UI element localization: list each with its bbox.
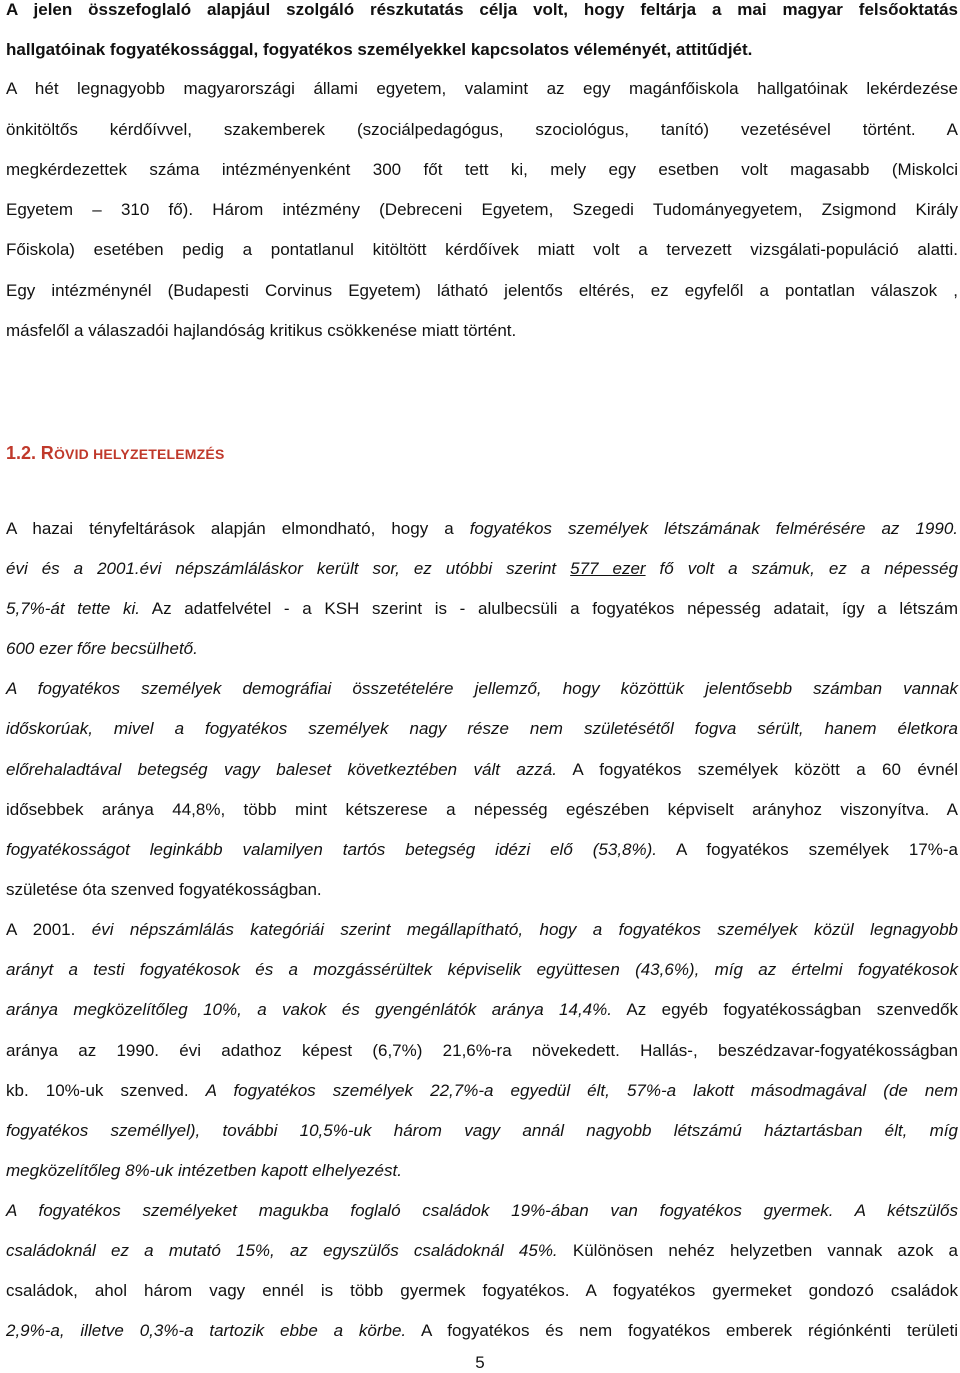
para4-line-7: megközelítőleg 8%-uk intézetben kapott elhelyezést. (6, 1161, 402, 1180)
para4-line-3: aránya megközelítőleg 10%, a vakok és gyengénlátók aránya 14,4%. Az egyéb fogyatékosságban szenvedők (6, 1000, 958, 1019)
para5-line-2: családoknál ez a mutató 15%, az egyszülős családoknál 45%. Különösen nehéz helyzetben vannak azok a (6, 1241, 958, 1260)
para3-line-4: idősebbek aránya 44,8%, több mint kétszerese a népesség egészében képviselt arányhoz viszonyítva. A (6, 800, 958, 819)
intro-line-2: hallgatóinak fogyatékossággal, fogyatékos személyekkel kapcsolatos véleményét, attitűdjét. (6, 40, 753, 59)
para2-line-4: 600 ezer főre becsülhető. (6, 639, 198, 658)
para2-line-3: 5,7%-át tette ki. Az adatfelvétel - a KSH szerint is - alulbecsüli a fogyatékos népesség adatait, így a létszám (6, 599, 958, 618)
intro-line-1: A jelen összefoglaló alapjául szolgáló részkutatás célja volt, hogy feltárja a mai magyar felsőoktatás (6, 0, 958, 19)
para3-line-2: időskorúak, mivel a fogyatékos személyek nagy része nem születésétől fogva sérült, hanem életkora (6, 719, 958, 738)
para4-line-2: arányt a testi fogyatékosok és a mozgássérültek képviselik együttesen (43,6%), míg az értelmi fogyatékosok (6, 960, 958, 979)
para5-line-1: A fogyatékos személyeket magukba foglaló családok 19%-ában van fogyatékos gyermek. A kétszülős (6, 1201, 958, 1220)
para2-line-1: A hazai tényfeltárások alapján elmondható, hogy a fogyatékos személyek létszámának felmérésére az 1990. (6, 519, 958, 538)
para3-line-5: fogyatékosságot leginkább valamilyen tartós betegség idézi elő (53,8%). A fogyatékos személyek 17%-a (6, 840, 958, 859)
para4-line-1: A 2001. évi népszámlálás kategóriái szerint megállapítható, hogy a fogyatékos személyek közül legnagyobb (6, 920, 958, 939)
para1-line-2: önkitöltős kérdőívvel, szakemberek (szociálpedagógus, szociológus, tanító) vezetésével történt. A (6, 120, 958, 139)
section-heading (6, 443, 958, 464)
para4-line-6: fogyatékos személlyel), további 10,5%-uk három vagy annál nagyobb létszámú háztartásban élt, míg (6, 1121, 958, 1140)
heading-title: RÖVID HELYZETELEMZÉS (40, 443, 225, 463)
para3-line-1: A fogyatékos személyek demográfiai összetételére jellemző, hogy közöttük jelentősebb számban vannak (6, 679, 958, 698)
para4-line-4: aránya az 1990. évi adathoz képest (6,7%) 21,6%-ra növekedett. Hallás-, beszédzavar-fogyatékosságban (6, 1041, 958, 1060)
para5-line-3: családok, ahol három vagy ennél is több gyermek fogyatékos. A fogyatékos gyermeket gondozó családok (6, 1281, 958, 1300)
para3-line-3: előrehaladtával betegség vagy baleset következtében vált azzá. A fogyatékos személyek között a 60 évnél (6, 760, 958, 779)
para2-line-2: évi és a 2001.évi népszámláláskor került sor, ez utóbbi szerint 577 ezer fő volt a számuk, ez a népesség (6, 559, 958, 578)
para5-line-4: 2,9%-a, illetve 0,3%-a tartozik ebbe a körbe. A fogyatékos és nem fogyatékos emberek régiónkénti területi (6, 1321, 958, 1340)
para1-line-1: A hét legnagyobb magyarországi állami egyetem, valamint az egy magánfőiskola hallgatóinak lekérdezése (6, 79, 958, 98)
page-number: 5 (475, 1353, 485, 1372)
highlight-577-ezer: 577 ezer (570, 559, 646, 578)
para1-line-6: Egy intézménynél (Budapesti Corvinus Egyetem) látható jelentős eltérés, ez egyfelől a pontatlan válaszok , (6, 281, 958, 300)
heading-number: 1.2. (6, 443, 37, 463)
para1-line-4: Egyetem – 310 fő). Három intézmény (Debreceni Egyetem, Szegedi Tudományegyetem, Zsigmond Király (6, 200, 958, 219)
para4-line-5: kb. 10%-uk szenved. A fogyatékos személyek 22,7%-a egyedül élt, 57%-a lakott másodmagával (de nem (6, 1081, 959, 1100)
para1-line-7: másfelől a válaszadói hajlandóság kritikus csökkenése miatt történt. (6, 321, 517, 340)
para1-line-3: megkérdezettek száma intézményenként 300 főt tett ki, mely egy esetben volt magasabb (Miskolci (6, 160, 958, 179)
para1-line-5: Főiskola) esetében pedig a pontatlanul kitöltött kérdőívek miatt volt a tervezett vizsgálati-populáció alatti. (6, 240, 958, 259)
para3-line-6: születése óta szenved fogyatékosságban. (6, 880, 322, 899)
